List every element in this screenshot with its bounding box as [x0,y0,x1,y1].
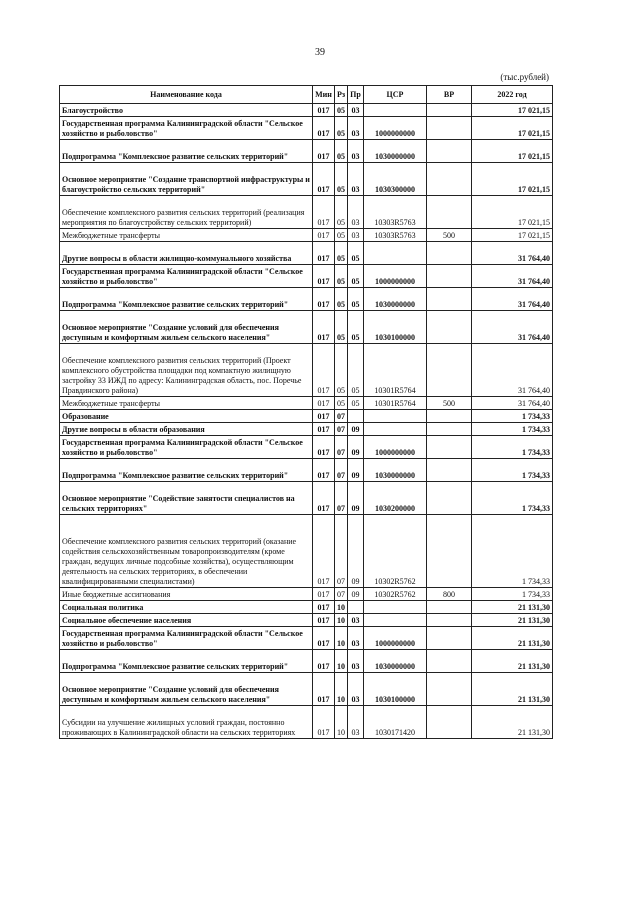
row-amount-cell: 1 734,33 [472,423,553,436]
row-rz-cell: 07 [335,410,348,423]
row-name-cell: Другие вопросы в области образования [60,423,313,436]
row-name-cell: Благоустройство [60,104,313,117]
column-header-pr: Пр [348,86,364,104]
column-header-rz: Рз [335,86,348,104]
row-csr-cell: 10301R5764 [364,397,427,410]
row-csr-cell: 1030100000 [364,673,427,706]
row-pr-cell: 03 [348,650,364,673]
row-min-cell: 017 [313,706,335,739]
table-row [60,229,553,242]
row-pr-cell: 03 [348,163,364,196]
row-amount-cell: 1 734,33 [472,459,553,482]
row-min-cell: 017 [313,588,335,601]
row-csr-cell [364,410,427,423]
row-vr-cell [427,515,472,588]
row-amount-cell: 17 021,15 [472,140,553,163]
row-name-cell: Основное мероприятие "Создание транспортной инфраструктуры и благоустройство сельских территорий" [60,163,313,196]
row-rz-cell: 07 [335,482,348,515]
row-min-cell: 017 [313,288,335,311]
row-rz-cell: 05 [335,196,348,229]
row-pr-cell: 05 [348,288,364,311]
row-amount-cell: 17 021,15 [472,163,553,196]
row-rz-cell: 07 [335,436,348,459]
table-row [60,163,553,196]
row-min-cell: 017 [313,459,335,482]
row-rz-cell: 07 [335,588,348,601]
table-row [60,265,553,288]
row-csr-cell [364,423,427,436]
table-row [60,459,553,482]
table-row [60,117,553,140]
row-csr-cell: 1000000000 [364,117,427,140]
row-pr-cell: 03 [348,706,364,739]
row-min-cell: 017 [313,397,335,410]
row-amount-cell: 1 734,33 [472,482,553,515]
table-row [60,650,553,673]
row-amount-cell: 21 131,30 [472,614,553,627]
row-csr-cell: 1030300000 [364,163,427,196]
row-name-cell: Социальное обеспечение населения [60,614,313,627]
row-pr-cell: 03 [348,196,364,229]
row-vr-cell [427,344,472,397]
row-name-cell: Государственная программа Калининградской области "Сельское хозяйство и рыболовство" [60,117,313,140]
row-rz-cell: 05 [335,288,348,311]
budget-table [59,85,553,739]
row-min-cell: 017 [313,614,335,627]
table-row [60,311,553,344]
row-name-cell: Другие вопросы в области жилищно-коммунального хозяйства [60,242,313,265]
row-rz-cell: 10 [335,673,348,706]
row-amount-cell: 17 021,15 [472,117,553,140]
row-amount-cell: 31 764,40 [472,242,553,265]
row-pr-cell: 03 [348,627,364,650]
row-pr-cell: 09 [348,423,364,436]
row-name-cell: Государственная программа Калининградской области "Сельское хозяйство и рыболовство" [60,265,313,288]
row-rz-cell: 05 [335,104,348,117]
row-name-cell: Государственная программа Калининградской области "Сельское хозяйство и рыболовство" [60,436,313,459]
row-vr-cell [427,614,472,627]
row-name-cell: Образование [60,410,313,423]
row-min-cell: 017 [313,482,335,515]
row-pr-cell: 03 [348,673,364,706]
row-pr-cell: 09 [348,588,364,601]
row-amount-cell: 31 764,40 [472,288,553,311]
row-amount-cell: 31 764,40 [472,397,553,410]
row-amount-cell: 21 131,30 [472,706,553,739]
row-min-cell: 017 [313,515,335,588]
row-csr-cell: 1030000000 [364,650,427,673]
row-min-cell: 017 [313,601,335,614]
row-vr-cell [427,196,472,229]
row-csr-cell [364,614,427,627]
row-min-cell: 017 [313,196,335,229]
row-rz-cell: 05 [335,242,348,265]
row-vr-cell: 500 [427,229,472,242]
row-csr-cell: 10302R5762 [364,515,427,588]
row-vr-cell [427,117,472,140]
row-name-cell: Подпрограмма "Комплексное развитие сельских территорий" [60,459,313,482]
row-vr-cell [427,410,472,423]
row-min-cell: 017 [313,117,335,140]
row-amount-cell: 21 131,30 [472,627,553,650]
row-min-cell: 017 [313,436,335,459]
table-row [60,706,553,739]
row-amount-cell: 21 131,30 [472,673,553,706]
row-amount-cell: 31 764,40 [472,265,553,288]
row-pr-cell [348,410,364,423]
row-pr-cell: 05 [348,397,364,410]
row-vr-cell [427,288,472,311]
table-row [60,601,553,614]
row-csr-cell: 1030000000 [364,288,427,311]
row-csr-cell: 1030000000 [364,140,427,163]
row-name-cell: Межбюджетные трансферты [60,229,313,242]
row-amount-cell: 17 021,15 [472,229,553,242]
row-vr-cell [427,423,472,436]
row-rz-cell: 05 [335,140,348,163]
row-rz-cell: 05 [335,265,348,288]
row-pr-cell: 09 [348,436,364,459]
table-row [60,515,553,588]
row-name-cell: Подпрограмма "Комплексное развитие сельских территорий" [60,650,313,673]
row-vr-cell [427,140,472,163]
table-row [60,344,553,397]
row-rz-cell: 10 [335,706,348,739]
row-csr-cell: 1030100000 [364,311,427,344]
row-vr-cell [427,311,472,344]
row-pr-cell: 03 [348,117,364,140]
row-csr-cell [364,104,427,117]
table-header-row [60,86,553,104]
row-amount-cell: 21 131,30 [472,650,553,673]
row-pr-cell: 05 [348,344,364,397]
column-header-year: 2022 год [472,86,553,104]
row-rz-cell: 05 [335,163,348,196]
row-csr-cell [364,242,427,265]
row-name-cell: Обеспечение комплексного развития сельских территорий (Проект комплексного обустройства площадки под компактную жилищную застройку 33 ИЖД по адресу: Калининградская область, пос. Поречье Правдинского района) [60,344,313,397]
row-pr-cell: 03 [348,140,364,163]
row-csr-cell: 10303R5763 [364,196,427,229]
row-amount-cell: 17 021,15 [472,104,553,117]
row-vr-cell [427,436,472,459]
row-min-cell: 017 [313,410,335,423]
row-pr-cell: 05 [348,242,364,265]
row-csr-cell: 1000000000 [364,265,427,288]
table-row [60,288,553,311]
row-amount-cell: 31 764,40 [472,344,553,397]
units-label: (тыс.рублей) [500,72,549,82]
row-pr-cell [348,601,364,614]
row-csr-cell: 1030000000 [364,459,427,482]
row-vr-cell [427,627,472,650]
row-vr-cell [427,482,472,515]
table-row [60,482,553,515]
row-name-cell: Социальная политика [60,601,313,614]
row-csr-cell: 10303R5763 [364,229,427,242]
row-rz-cell: 10 [335,601,348,614]
table-row [60,196,553,229]
row-amount-cell: 21 131,30 [472,601,553,614]
row-min-cell: 017 [313,627,335,650]
row-amount-cell: 1 734,33 [472,436,553,459]
row-csr-cell: 10302R5762 [364,588,427,601]
row-min-cell: 017 [313,163,335,196]
row-name-cell: Иные бюджетные ассигнования [60,588,313,601]
table-row [60,410,553,423]
row-min-cell: 017 [313,673,335,706]
row-min-cell: 017 [313,423,335,436]
row-pr-cell: 05 [348,311,364,344]
row-min-cell: 017 [313,311,335,344]
row-vr-cell [427,650,472,673]
row-amount-cell: 1 734,33 [472,588,553,601]
row-rz-cell: 10 [335,627,348,650]
row-min-cell: 017 [313,140,335,163]
row-name-cell: Основное мероприятие "Создание условий для обеспечения доступным и комфортным жильем сельского населения" [60,673,313,706]
row-min-cell: 017 [313,344,335,397]
column-header-vr: ВР [427,86,472,104]
row-pr-cell: 03 [348,104,364,117]
row-name-cell: Обеспечение комплексного развития сельских территорий (оказание содействия сельскохозяйственным товаропроизводителям (кроме граждан, ведущих личные подсобные хозяйства), осуществляющим деятельность на сельских территориях, в обеспечении квалифицированными специалистами) [60,515,313,588]
row-min-cell: 017 [313,265,335,288]
row-name-cell: Обеспечение комплексного развития сельских территорий (реализация мероприятия по благоустройству сельских территорий) [60,196,313,229]
table-row [60,397,553,410]
row-amount-cell: 31 764,40 [472,311,553,344]
row-min-cell: 017 [313,229,335,242]
table-row [60,614,553,627]
row-name-cell: Основное мероприятие "Содействие занятости специалистов на сельских территориях" [60,482,313,515]
table-row [60,436,553,459]
row-name-cell: Межбюджетные трансферты [60,397,313,410]
row-pr-cell: 03 [348,229,364,242]
row-name-cell: Подпрограмма "Комплексное развитие сельских территорий" [60,140,313,163]
row-vr-cell [427,104,472,117]
row-vr-cell [427,673,472,706]
column-header-csr: ЦСР [364,86,427,104]
row-pr-cell: 09 [348,515,364,588]
row-pr-cell: 09 [348,459,364,482]
row-csr-cell: 1000000000 [364,436,427,459]
row-rz-cell: 05 [335,344,348,397]
row-vr-cell [427,706,472,739]
row-vr-cell [427,163,472,196]
row-vr-cell [427,265,472,288]
row-amount-cell: 1 734,33 [472,515,553,588]
row-rz-cell: 07 [335,459,348,482]
row-pr-cell: 09 [348,482,364,515]
row-pr-cell: 03 [348,614,364,627]
table-body [60,104,553,739]
row-vr-cell: 500 [427,397,472,410]
row-rz-cell: 07 [335,423,348,436]
row-vr-cell [427,242,472,265]
column-header-min: Мин [313,86,335,104]
row-amount-cell: 1 734,33 [472,410,553,423]
table-row [60,673,553,706]
row-amount-cell: 17 021,15 [472,196,553,229]
row-name-cell: Подпрограмма "Комплексное развитие сельских территорий" [60,288,313,311]
row-vr-cell [427,601,472,614]
table-row [60,423,553,436]
row-rz-cell: 10 [335,650,348,673]
row-rz-cell: 05 [335,117,348,140]
column-header-name: Наименование кода [60,86,313,104]
table-row [60,140,553,163]
row-pr-cell: 05 [348,265,364,288]
table-row [60,627,553,650]
table-row [60,242,553,265]
row-rz-cell: 07 [335,515,348,588]
row-rz-cell: 05 [335,311,348,344]
row-vr-cell: 800 [427,588,472,601]
row-csr-cell: 10301R5764 [364,344,427,397]
row-rz-cell: 05 [335,229,348,242]
row-min-cell: 017 [313,104,335,117]
row-min-cell: 017 [313,650,335,673]
row-name-cell: Субсидии на улучшение жилищных условий граждан, постоянно проживающих в Калининградской области на сельских территориях [60,706,313,739]
row-name-cell: Государственная программа Калининградской области "Сельское хозяйство и рыболовство" [60,627,313,650]
row-csr-cell: 1030200000 [364,482,427,515]
row-rz-cell: 10 [335,614,348,627]
page-number: 39 [315,47,325,58]
row-csr-cell [364,601,427,614]
row-csr-cell: 1000000000 [364,627,427,650]
table-row [60,104,553,117]
row-csr-cell: 1030171420 [364,706,427,739]
row-min-cell: 017 [313,242,335,265]
row-rz-cell: 05 [335,397,348,410]
row-name-cell: Основное мероприятие "Создание условий для обеспечения доступным и комфортным жильем сельского населения" [60,311,313,344]
row-vr-cell [427,459,472,482]
table-row [60,588,553,601]
